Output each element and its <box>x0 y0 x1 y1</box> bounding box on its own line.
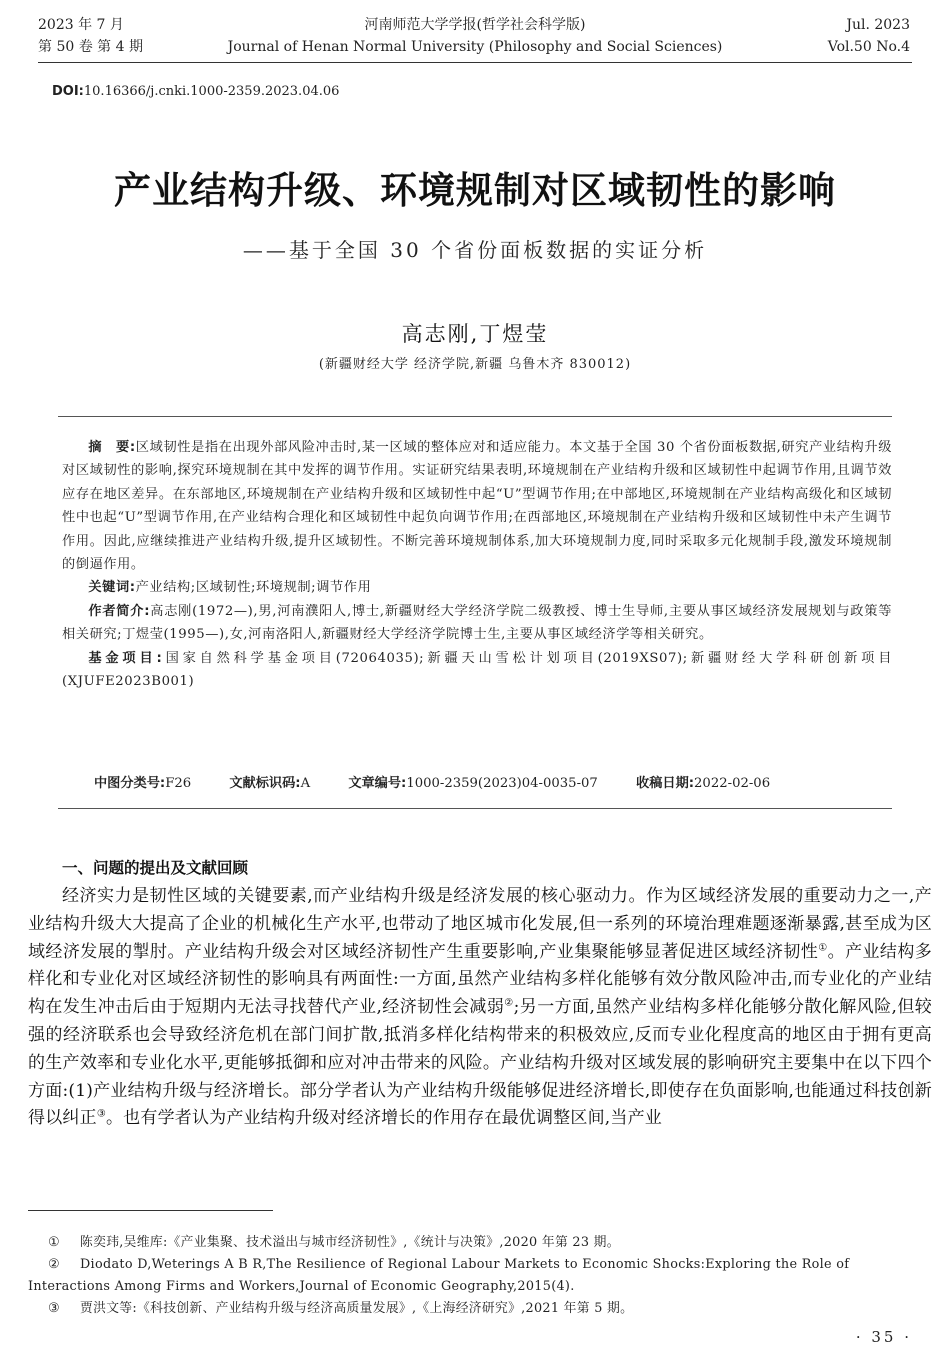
header-date: 2023 年 7 月 <box>38 17 124 33</box>
footnote-3 <box>28 1298 932 1320</box>
footnote-ref-1[interactable]: ① <box>818 941 828 953</box>
section-heading: 一、问题的提出及文献回顾 <box>62 859 249 877</box>
article-no-item <box>348 772 598 791</box>
footnotes <box>28 1232 932 1320</box>
abstract-paragraph <box>62 436 892 576</box>
footnote-mark: ① <box>48 1235 60 1250</box>
abstract-label: 摘 要: <box>88 440 136 455</box>
body-paragraph <box>28 883 932 1133</box>
doi-label: DOI: <box>52 84 84 99</box>
header-journal <box>0 14 950 58</box>
footnote-ref-3[interactable]: ③ <box>96 1108 106 1120</box>
doc-code-value: A <box>300 776 311 791</box>
article-no-label: 文章编号: <box>348 776 407 791</box>
footnote-ref-2[interactable]: ② <box>504 997 514 1009</box>
article-meta-row <box>94 772 804 791</box>
doc-code-item <box>229 772 310 791</box>
authors: 高志刚,丁煜莹 <box>401 322 549 346</box>
footnote-2 <box>28 1254 932 1298</box>
footnote-mark: ③ <box>48 1301 60 1316</box>
footnote-1 <box>28 1232 932 1254</box>
keywords-label: 关键词: <box>88 580 136 596</box>
footnote-text: 陈奕玮,吴维库:《产业集聚、技术溢出与城市经济韧性》,《统计与决策》,2020 年第 23 期。 <box>80 1235 620 1250</box>
clc-label: 中图分类号: <box>94 776 166 791</box>
abstract-text: 区域韧性是指在出现外部风险冲击时,某一区域的整体应对和适应能力。本文基于全国 30 个省份面板数据,研究产业结构升级对区域韧性的影响,探究环境规制在其中发挥的调节作用。实证研究结果表明,环境规制在产业结构升级和区域韧性中起调节作用,且调节效应存在地区差异。在东部地区,环境规制在产业结构升级和区域韧性中起“U”型调节作用;在中部地区,环境规制在产业结构高级化和区域韧性中也起“U”型调节作用,在产业结构合理化和区域韧性中起负向调节作用;在西部地区,环境规制在产业结构升级和区域韧性中未产生调节作用。因此,应继续推进产业结构升级,提升区域韧性。不断完善环境规制体系,加大环境规制力度,同时采取多元化规制手段,激发环境规制的倒逼作用。 <box>62 440 892 573</box>
body-text-part-1: 经济实力是韧性区域的关键要素,而产业结构升级是经济发展的核心驱动力。作为区域经济发展的重要动力之一,产业结构升级大大提高了企业的机械化生产水平,也带动了地区城市化发展,但一系列的环境治理难题逐渐暴露,甚至成为区域经济发展的掣肘。产业结构升级会对区域经济韧性产生重要影响,产业集聚能够显著促进区域经济韧性 <box>28 886 932 962</box>
fund-text: 国家自然科学基金项目(72064035);新疆天山雪松计划项目(2019XS07);新疆财经大学科研创新项目(XJUFE2023B001) <box>62 650 892 690</box>
header-volume: 第 50 卷 第 4 期 <box>38 39 143 55</box>
doi <box>52 84 339 99</box>
header-volume-en: Vol.50 No.4 <box>827 39 910 55</box>
body-text-part-4: 。也有学者认为产业结构升级对经济增长的作用存在最优调整区间,当产业 <box>105 1108 662 1129</box>
affiliation: (新疆财经大学 经济学院,新疆 乌鲁木齐 830012) <box>318 357 632 372</box>
received-value: 2022-02-06 <box>694 776 771 791</box>
journal-name-en: Journal of Henan Normal University (Philosophy and Social Sciences) <box>227 39 723 55</box>
paper-subtitle: ——基于全国 30 个省份面板数据的实证分析 <box>242 238 708 262</box>
header-issue-info-en <box>828 14 910 58</box>
footnote-mark: ② <box>48 1257 60 1272</box>
author-info-text: 高志刚(1972—),男,河南濮阳人,博士,新疆财经大学经济学院二级教授、博士生导师,主要从事区域经济发展规划与政策等相关研究;丁煜莹(1995—),女,河南洛阳人,新疆财经大学经济学院博士生,主要从事区域经济学等相关研究。 <box>62 603 892 643</box>
fund-paragraph <box>62 647 892 694</box>
author-info-paragraph <box>62 600 892 647</box>
body-text <box>28 883 932 1133</box>
journal-name-cn: 河南师范大学学报(哲学社会科学版) <box>364 17 586 33</box>
paper-title: 产业结构升级、环境规制对区域韧性的影响 <box>114 169 836 212</box>
footnote-text: Diodato D,Weterings A B R,The Resilience of Regional Labour Markets to Economic Shocks:Exploring the Role of Interactions Among Firms and Workers,Journal of Economic Geography,2015(4). <box>28 1257 850 1294</box>
header-date-en: Jul. 2023 <box>846 17 910 33</box>
received-item <box>636 772 770 791</box>
author-info-label: 作者简介: <box>88 603 151 619</box>
abstract-bottom-rule <box>58 808 892 809</box>
fund-label: 基金项目: <box>88 650 163 666</box>
clc-item <box>94 772 191 791</box>
body-text-part-3: ;另一方面,虽然产业结构多样化能够分散化解风险,但较强的经济联系也会导致经济危机在部门间扩散,抵消多样化结构带来的积极效应,反而专业化程度高的地区由于拥有更高的生产效率和专业化水平,更能够抵御和应对冲击带来的风险。产业结构升级对区域发展的影响研究主要集中在以下四个方面:(1)产业结构升级与经济增长。部分学者认为产业结构升级能够促进经济增长,即使存在负面影响,也能通过科技创新得以纠正 <box>28 997 932 1129</box>
body-text-part-2: 。产业结构多样化和专业化对区域经济韧性的影响具有两面性:一方面,虽然产业结构多样化能够有效分散风险冲击,而专业化的产业结构在发生冲击后由于短期内无法寻找替代产业,经济韧性会减弱 <box>28 941 932 1018</box>
article-no-value: 1000-2359(2023)04-0035-07 <box>406 776 598 791</box>
abstract-block <box>62 436 892 693</box>
keywords-text: 产业结构;区域韧性;环境规制;调节作用 <box>135 580 372 596</box>
header-divider <box>38 62 912 63</box>
footnote-text: 贾洪文等:《科技创新、产业结构升级与经济高质量发展》,《上海经济研究》,2021 年第 5 期。 <box>80 1301 634 1316</box>
received-label: 收稿日期: <box>636 776 695 791</box>
keywords-paragraph <box>62 576 892 599</box>
doc-code-label: 文献标识码: <box>229 776 301 791</box>
doi-value: 10.16366/j.cnki.1000-2359.2023.04.06 <box>83 84 340 99</box>
page-number: · 35 · <box>855 1328 912 1346</box>
footnote-divider <box>28 1210 273 1211</box>
clc-value: F26 <box>165 776 192 791</box>
abstract-top-rule <box>58 416 892 417</box>
